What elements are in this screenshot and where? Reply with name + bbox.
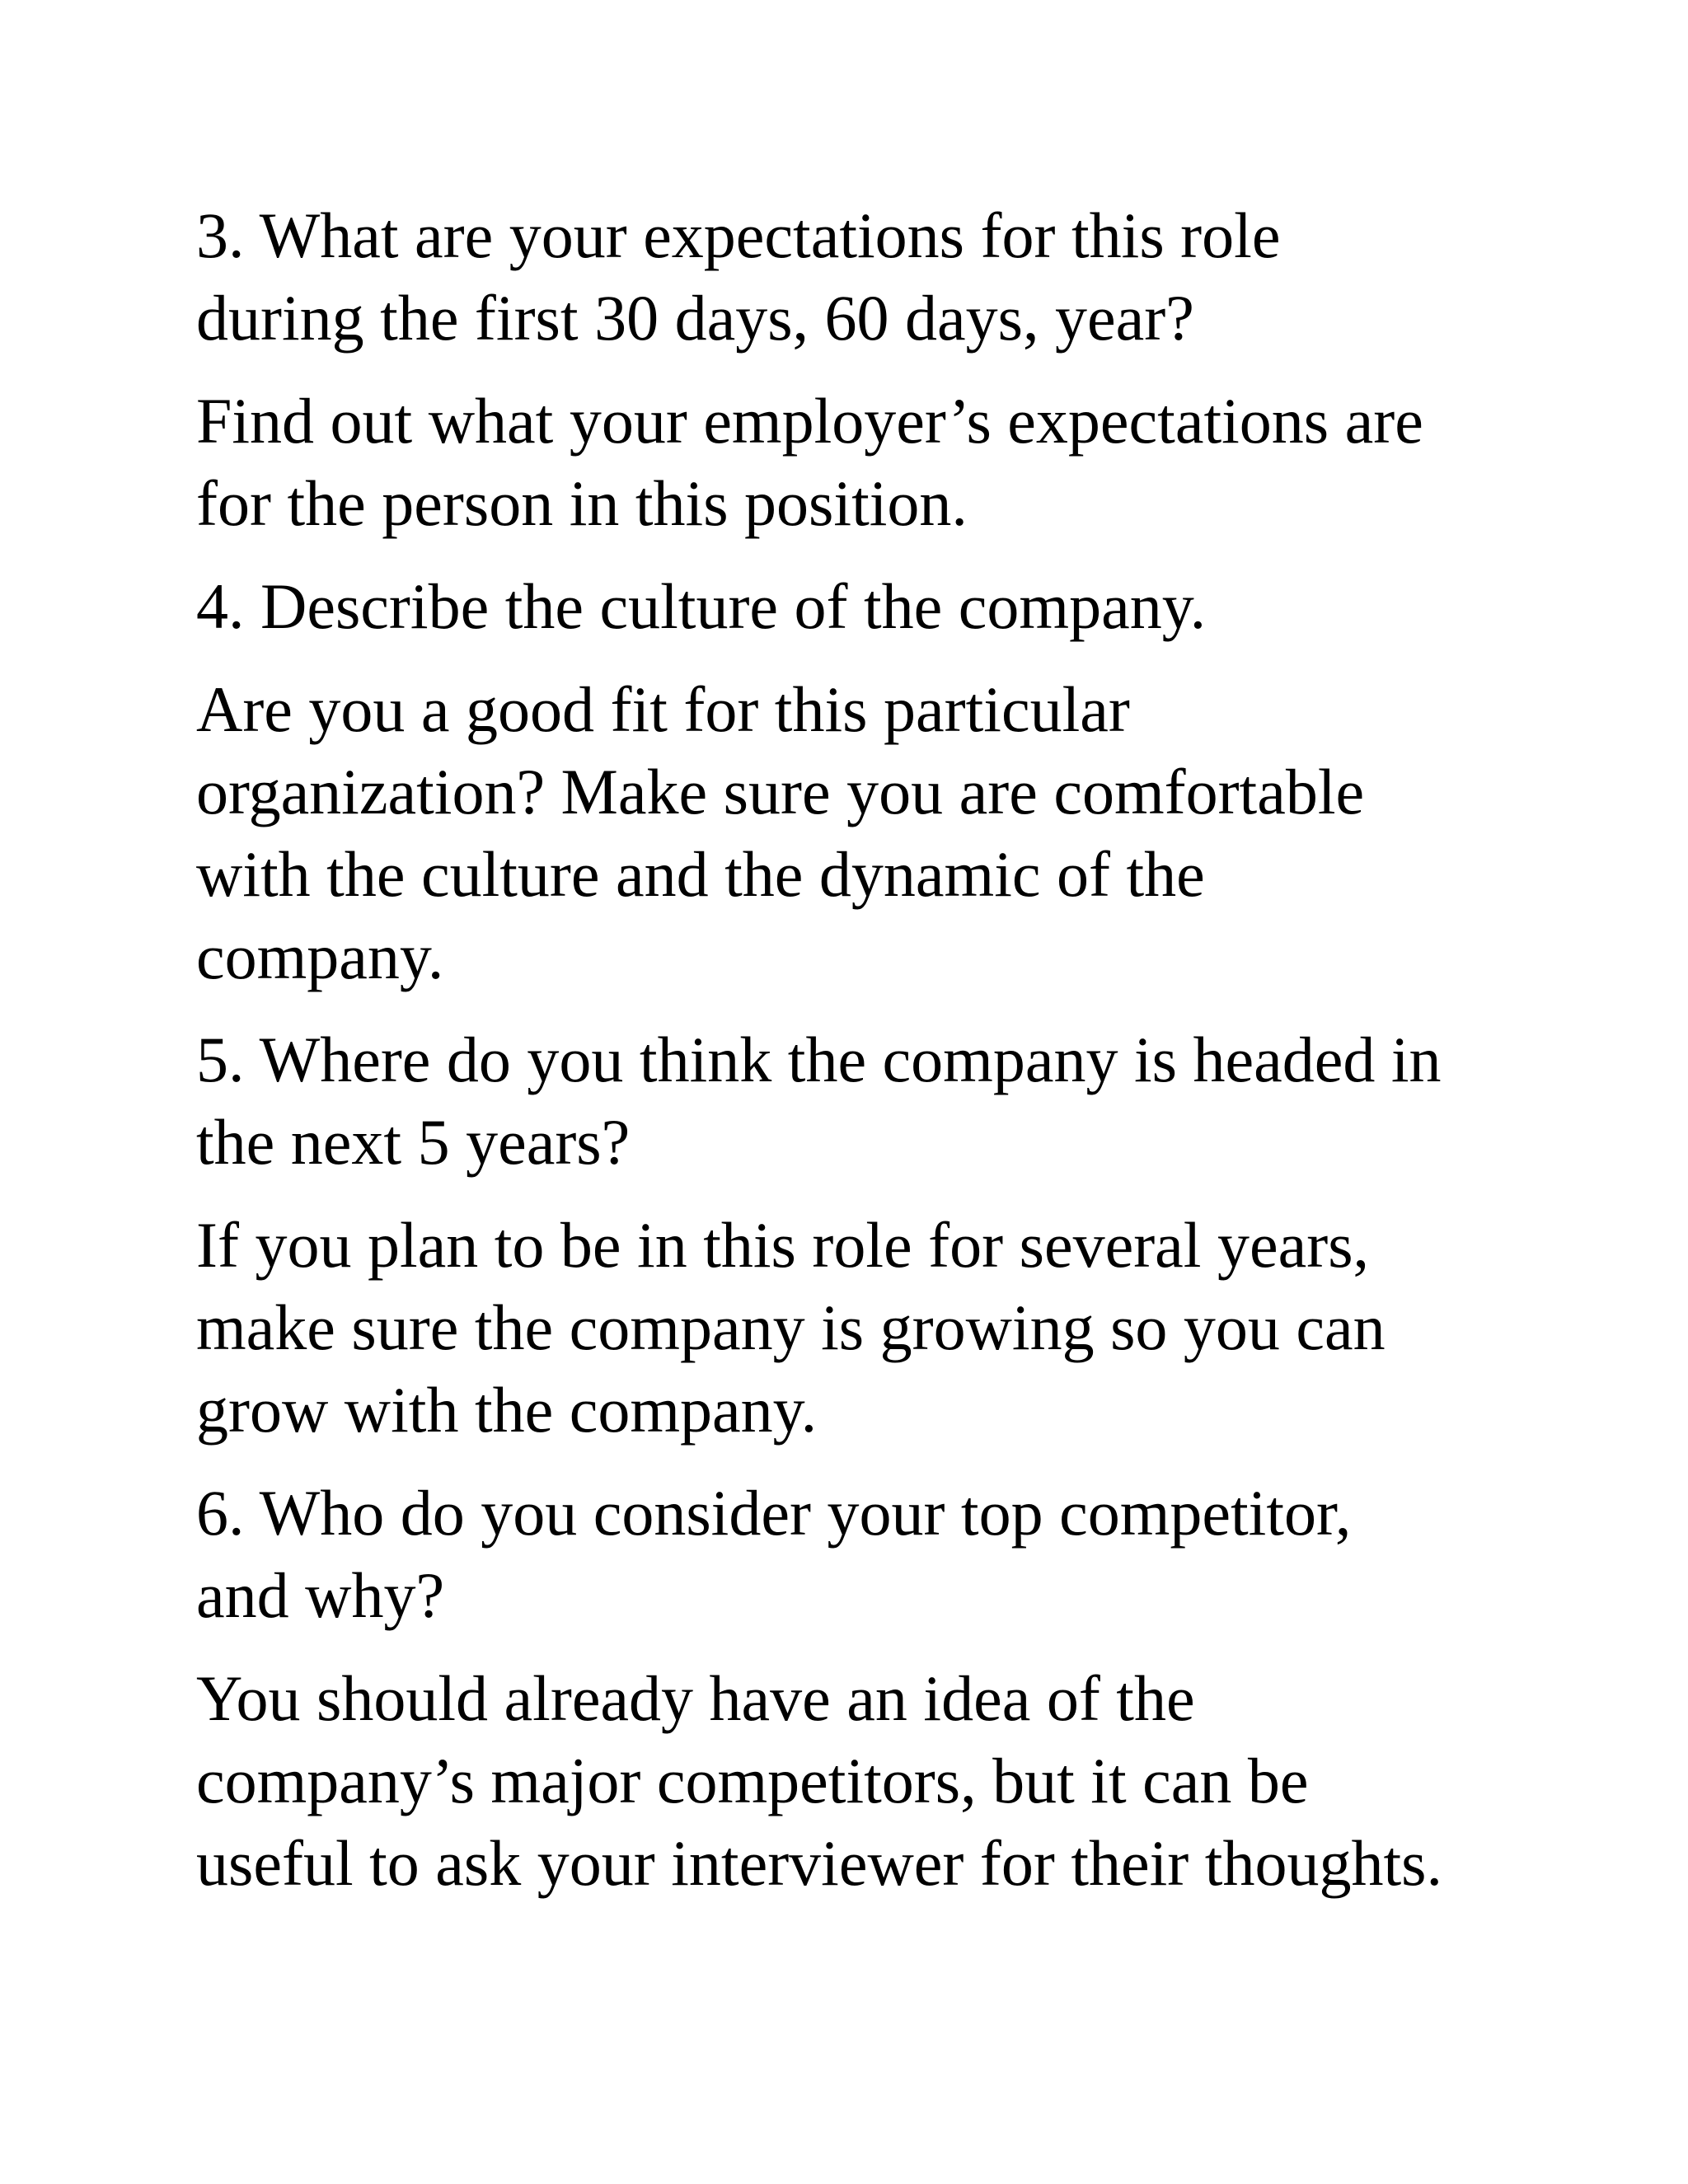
text-line: Find out what your employer’s expectations are — [196, 385, 1423, 457]
text-line: organization? Make sure you are comfortable — [196, 756, 1365, 827]
answer-3 — [196, 380, 1490, 545]
text-line: 5. Where do you think the company is headed in — [196, 1024, 1442, 1095]
question-4 — [196, 565, 1490, 648]
text-line: and why? — [196, 1559, 445, 1631]
text-line: the next 5 years? — [196, 1106, 631, 1178]
answer-5 — [196, 1204, 1490, 1451]
text-line: 3. What are your expectations for this role — [196, 199, 1281, 271]
text-line: company. — [196, 921, 444, 992]
text-line: make sure the company is growing so you can — [196, 1291, 1386, 1363]
document-body — [196, 194, 1490, 1925]
question-3 — [196, 194, 1490, 359]
text-line: with the culture and the dynamic of the — [196, 838, 1205, 910]
text-line: If you plan to be in this role for several years, — [196, 1209, 1370, 1281]
question-5 — [196, 1019, 1490, 1183]
text-line: You should already have an idea of the — [196, 1662, 1195, 1734]
text-line: grow with the company. — [196, 1374, 818, 1446]
text-line: useful to ask your interviewer for their thoughts. — [196, 1827, 1442, 1899]
text-line: 4. Describe the culture of the company. — [196, 570, 1207, 642]
answer-4 — [196, 668, 1490, 998]
answer-6 — [196, 1657, 1490, 1905]
text-line: during the first 30 days, 60 days, year? — [196, 282, 1194, 354]
text-line: for the person in this position. — [196, 467, 968, 539]
text-line: 6. Who do you consider your top competitor, — [196, 1477, 1352, 1549]
text-line: Are you a good fit for this particular — [196, 673, 1130, 745]
question-6 — [196, 1472, 1490, 1637]
text-line: company’s major competitors, but it can be — [196, 1745, 1309, 1816]
